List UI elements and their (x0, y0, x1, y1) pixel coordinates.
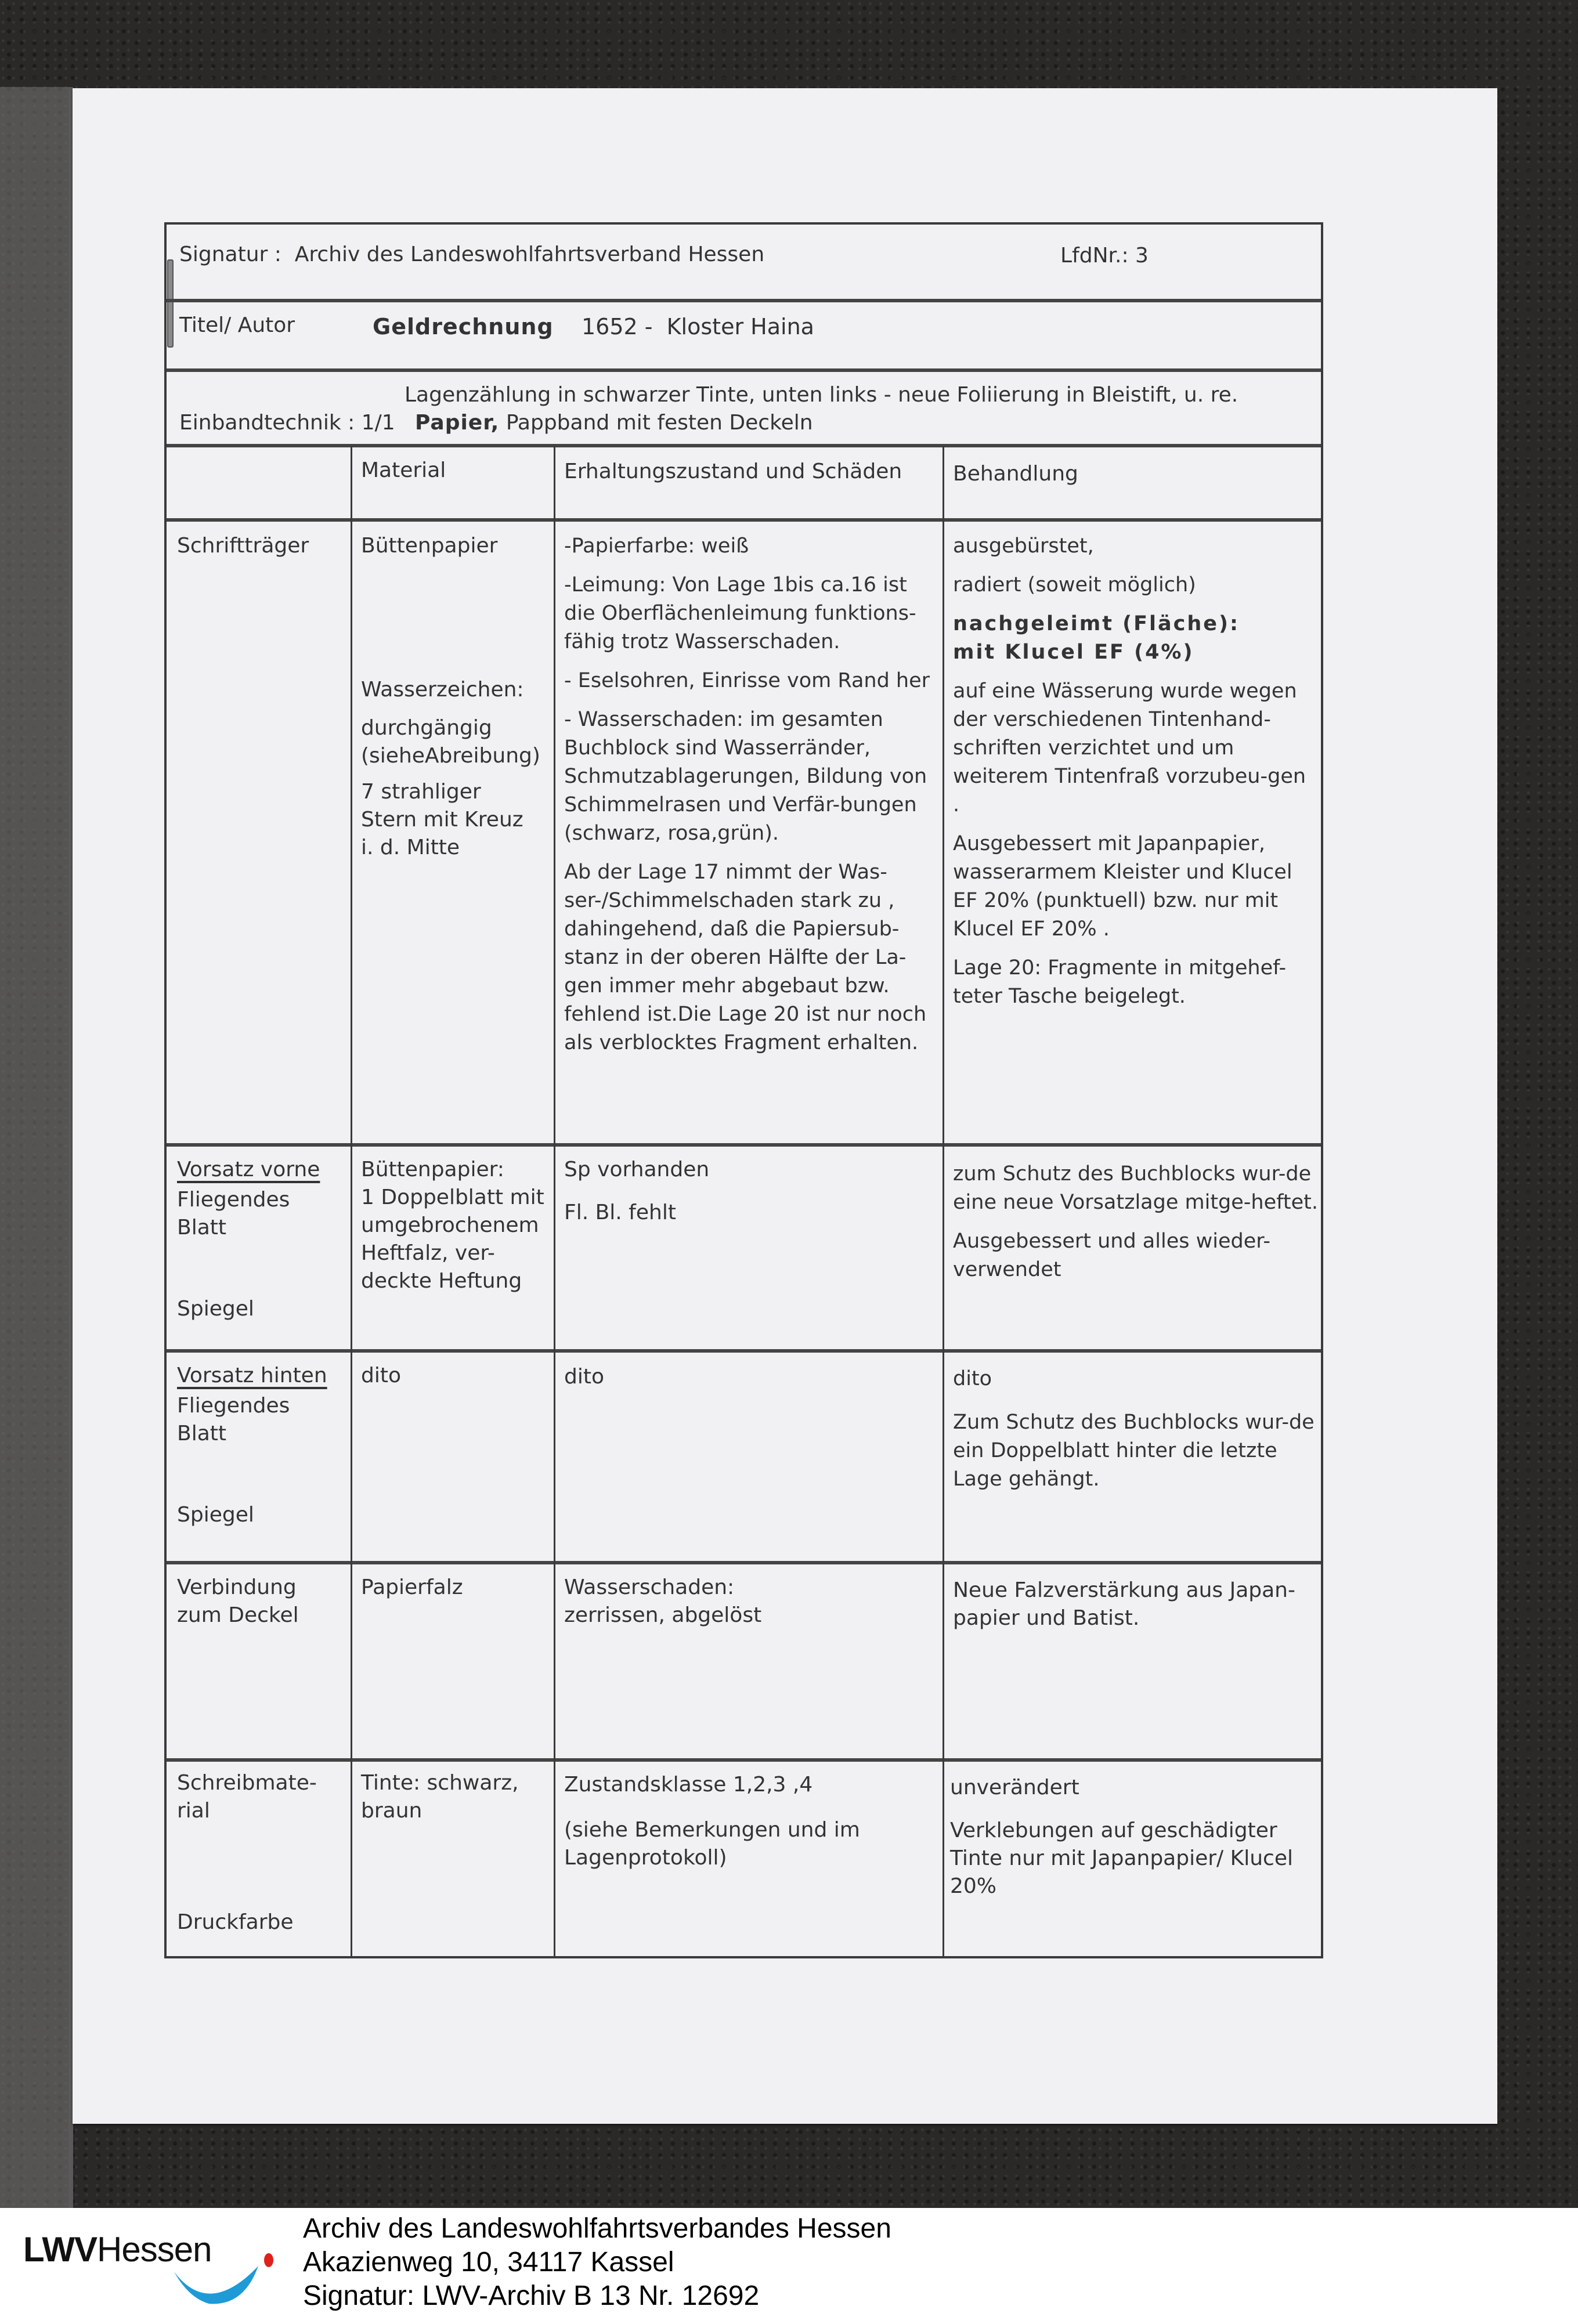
material-line: (sieheAbreibung) (361, 744, 540, 768)
label-line: rial (177, 1799, 210, 1823)
label-line: Druckfarbe (177, 1910, 294, 1934)
zustand-paragraph: Zustandsklasse 1,2,3 ,4 (564, 1773, 813, 1797)
zustand-paragraph: Fl. Bl. fehlt (564, 1201, 676, 1224)
row-divider (167, 299, 1321, 302)
material-line: i. d. Mitte (361, 836, 460, 859)
material-line: umgebrochenem (361, 1213, 539, 1237)
behandlung-paragraph: radiert (soweit möglich) (953, 573, 1196, 597)
lfdnr: LfdNr.: 3 (1060, 244, 1149, 268)
column-divider (351, 446, 352, 1956)
label-line: Spiegel (177, 1297, 254, 1321)
titel-label: Titel/ Autor (179, 313, 295, 337)
material-line: Tinte: schwarz, (361, 1771, 519, 1795)
zustand-paragraph: - Wasserschaden: im gesamten Buchblock sind Wasserränder, Schmutzablagerungen, Bildung von Schimmelrasen und Verfär-bungen (schwarz, rosa,grün). (564, 708, 927, 845)
titel-year: 1652 - (581, 314, 653, 339)
row-material-schreibmaterial (361, 1769, 550, 1825)
row-divider (167, 1349, 1321, 1353)
row-material-schrifttraeger (361, 532, 550, 862)
footer-archive-name: Archiv des Landeswohlfahrtsverbandes Hessen (303, 2213, 891, 2244)
behandlung-paragraph: zum Schutz des Buchblocks wur-de eine neue Vorsatzlage mitge-heftet. (953, 1162, 1318, 1214)
behandlung-paragraph: nachgeleimt (Fläche): (953, 612, 1240, 635)
row-zustand-verbindung (564, 1574, 936, 1629)
behandlung-paragraph: unverändert (950, 1776, 1079, 1799)
label-line: Spiegel (177, 1503, 254, 1527)
footer-signatur: Signatur: LWV-Archiv B 13 Nr. 12692 (303, 2280, 760, 2311)
behandlung-paragraph: Ausgebessert und alles wieder-verwendet (953, 1230, 1271, 1281)
column-header-behandlung: Behandlung (953, 462, 1078, 486)
row-behandlung-verbindung (953, 1577, 1319, 1643)
material-line: deckte Heftung (361, 1269, 522, 1293)
column-header-zustand: Erhaltungszustand und Schäden (564, 460, 902, 483)
zustand-line: zerrissen, abgelöst (564, 1603, 762, 1627)
row-behandlung-schreibmaterial (950, 1774, 1310, 1911)
titel-place: Kloster Haina (666, 314, 814, 339)
behandlung-paragraph: auf eine Wässerung wurde wegen der verschiedenen Tintenhand-schriften verzichtet und um weiterem Tintenfraß vorzubeu-gen . (953, 680, 1306, 816)
transparent-sleeve-edge (0, 87, 73, 2208)
material-line: 1 Doppelblatt mit (361, 1186, 544, 1209)
restoration-protocol-table (164, 222, 1323, 1958)
behandlung-paragraph: dito (953, 1367, 992, 1390)
label-line: Fliegendes (177, 1188, 290, 1212)
row-zustand-vorsatz-vorne (564, 1156, 936, 1237)
row-behandlung-vorsatz-hinten (953, 1365, 1319, 1504)
einband-value: Pappband mit festen Deckeln (505, 411, 813, 435)
row-divider (167, 1143, 1321, 1147)
label-line: Blatt (177, 1422, 226, 1445)
behandlung-paragraph: Zum Schutz des Buchblocks wur-de ein Doppelblatt hinter die letzte Lage gehängt. (953, 1411, 1315, 1491)
lwv-hessen-logo (23, 2229, 211, 2269)
behandlung-paragraph: ausgebürstet, (953, 534, 1094, 558)
label-line: Blatt (177, 1216, 226, 1239)
titel-value: Geldrechnung (373, 314, 554, 339)
row-divider (167, 1561, 1321, 1564)
zustand-paragraph: Ab der Lage 17 nimmt der Was-ser-/Schimmelschaden stark zu , dahingehend, daß die Papiersub-stanz in der oberen Hälfte der La-gen immer mehr abgebaut bzw. fehlend ist.Die Lage 20 ist nur noch als verblocktes Fragment erhalten. (564, 861, 927, 1054)
material-line: Heftfalz, ver- (361, 1241, 495, 1265)
einband-label: Einbandtechnik : 1/1 (179, 411, 395, 435)
label-line: Vorsatz hinten (177, 1364, 327, 1387)
logo-swoosh-icon (174, 2266, 267, 2307)
signatur-row (179, 241, 764, 269)
row-zustand-schrifttraeger (564, 532, 936, 1068)
row-label-vorsatz-vorne (177, 1156, 345, 1342)
material-line: Büttenpapier: (361, 1158, 504, 1181)
zustand-paragraph: -Papierfarbe: weiß (564, 534, 749, 558)
column-header-material: Material (361, 458, 446, 482)
row-behandlung-vorsatz-vorne (953, 1160, 1319, 1295)
row-zustand-vorsatz-hinten: dito (564, 1365, 604, 1389)
label-line: zum Deckel (177, 1603, 299, 1627)
lagen-note: Lagenzählung in schwarzer Tinte, unten links - neue Foliierung in Bleistift, u. re. (405, 383, 1238, 407)
behandlung-paragraph: Neue Falzverstärkung aus Japan-papier und Batist. (953, 1578, 1295, 1630)
row-material-vorsatz-vorne (361, 1156, 550, 1295)
material-line: Wasserzeichen: (361, 678, 524, 702)
signatur-label: Signatur : (179, 243, 281, 266)
row-zustand-schreibmaterial (564, 1771, 912, 1882)
titel-row (373, 313, 814, 341)
behandlung-paragraph: Lage 20: Fragmente in mitgehef-teter Tasche beigelegt. (953, 956, 1287, 1008)
zustand-paragraph: (siehe Bemerkungen und im Lagenprotokoll) (564, 1818, 860, 1870)
row-label-schrifttraeger (177, 532, 345, 570)
column-divider (943, 446, 944, 1956)
row-divider (167, 518, 1321, 522)
label-line: Schriftträger (177, 534, 309, 558)
zustand-paragraph: Sp vorhanden (564, 1158, 710, 1181)
material-line: braun (361, 1799, 423, 1823)
label-line: Verbindung (177, 1575, 297, 1599)
row-material-vorsatz-hinten: dito (361, 1364, 401, 1387)
row-material-verbindung: Papierfalz (361, 1575, 463, 1599)
behandlung-paragraph: Ausgebessert mit Japanpapier, wasserarmem Kleister und Klucel EF 20% (punktuell) bzw. nur mit Klucel EF 20% . (953, 832, 1292, 941)
behandlung-paragraph: mit Klucel EF (4%) (953, 641, 1194, 664)
material-line: durchgängig (361, 716, 492, 740)
row-divider (167, 1758, 1321, 1762)
einband-material: Papier, (414, 411, 500, 435)
behandlung-paragraph: Verklebungen auf geschädigter Tinte nur mit Japanpapier/ Klucel 20% (950, 1819, 1293, 1898)
label-line: Vorsatz vorne (177, 1158, 320, 1181)
row-behandlung-schrifttraeger (953, 532, 1319, 1021)
row-label-vorsatz-hinten (177, 1362, 345, 1559)
logo-bold: LWV (23, 2230, 97, 2269)
row-divider (167, 368, 1321, 372)
column-divider (554, 446, 555, 1956)
row-divider (167, 444, 1321, 447)
material-line: Stern mit Kreuz (361, 808, 523, 832)
footer-address: Akazienweg 10, 34117 Kassel (303, 2247, 674, 2278)
zustand-line: Wasserschaden: (564, 1575, 735, 1599)
logo-light: Hessen (97, 2230, 212, 2269)
label-line: Schreibmate- (177, 1771, 317, 1795)
material-line: 7 strahliger (361, 780, 481, 804)
label-line: Fliegendes (177, 1394, 290, 1418)
row-label-verbindung (177, 1574, 345, 1629)
row-label-schreibmaterial (177, 1769, 345, 1955)
signatur-value: Archiv des Landeswohlfahrtsverband Hessen (294, 243, 765, 266)
footer-address-block (303, 2212, 891, 2313)
einband-row (179, 409, 813, 437)
zustand-paragraph: - Eselsohren, Einrisse vom Rand her (564, 669, 930, 692)
zustand-paragraph: -Leimung: Von Lage 1bis ca.16 ist die Oberflächenleimung funktions-fähig trotz Wasserschaden. (564, 573, 916, 653)
logo-red-dot-icon (264, 2253, 273, 2267)
material-line: Büttenpapier (361, 534, 498, 558)
